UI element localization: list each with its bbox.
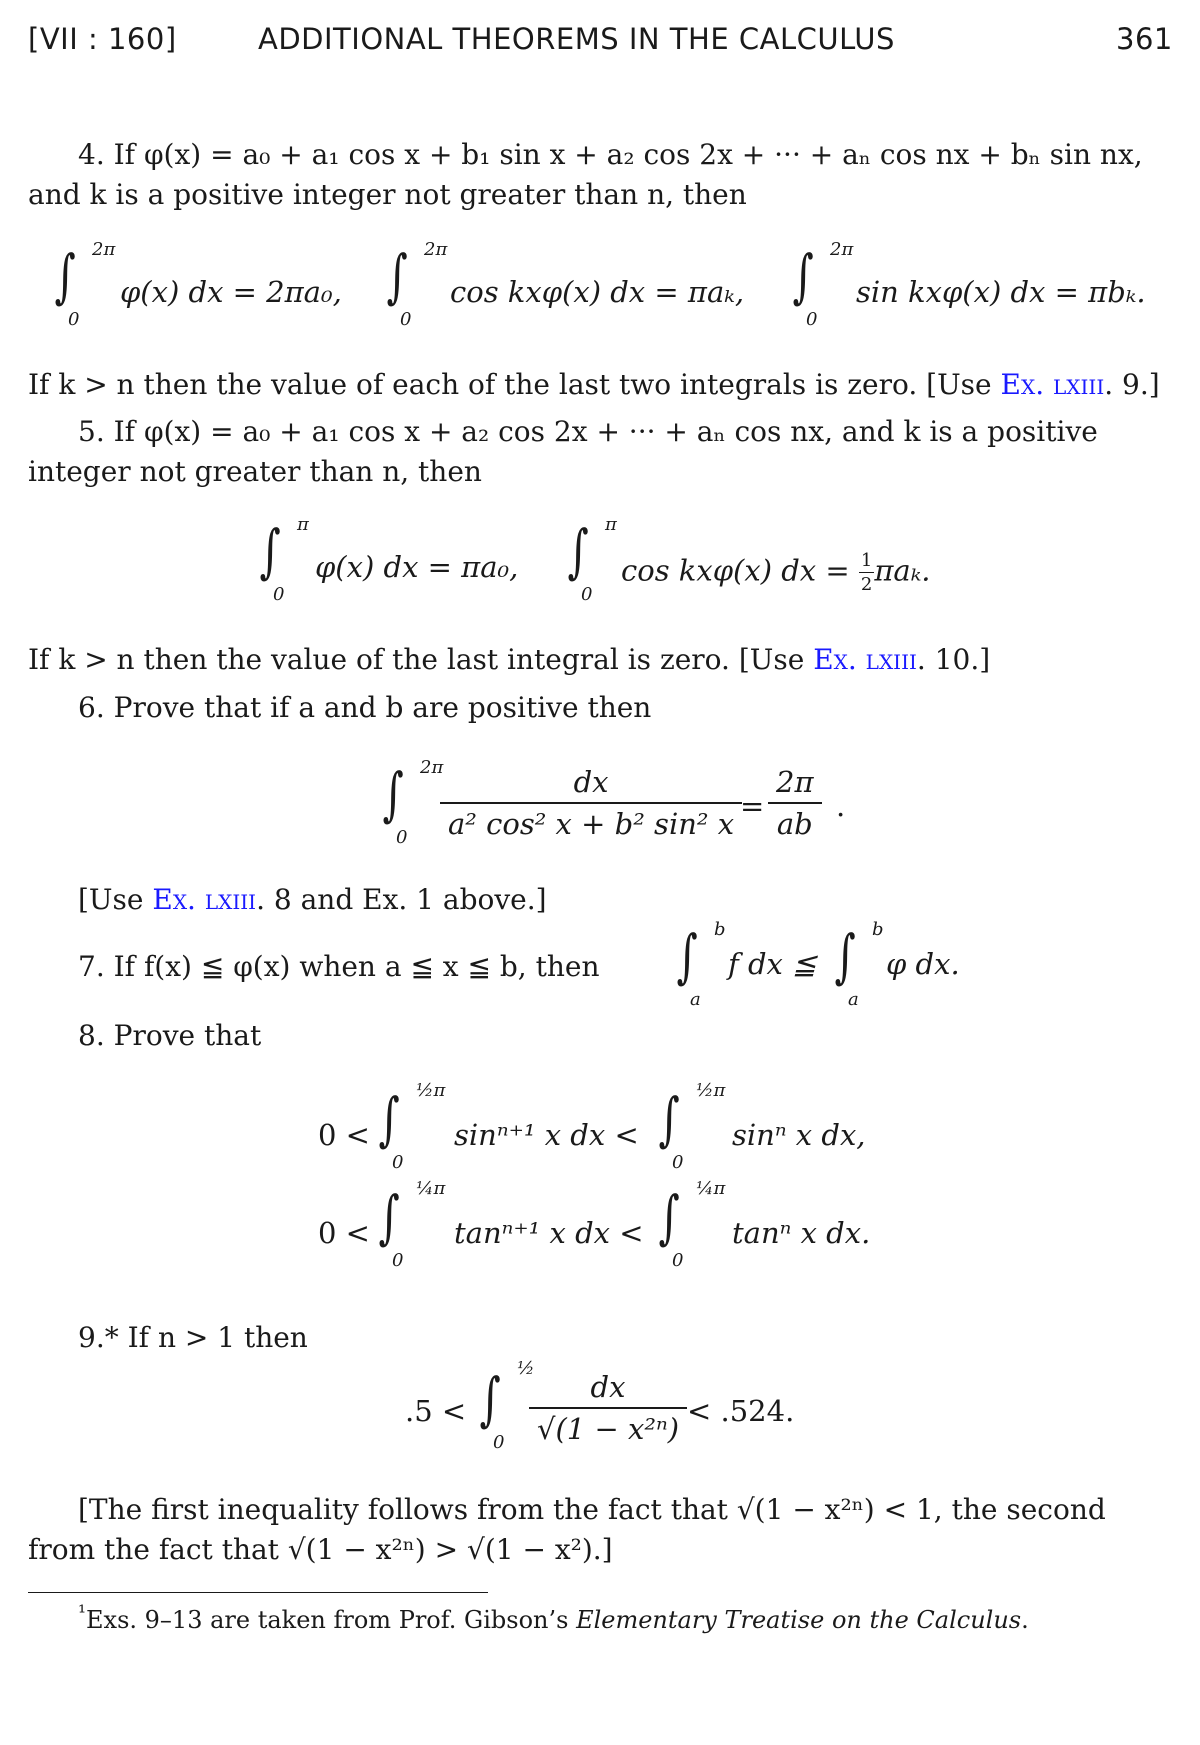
note-text: . 10.] [916, 643, 991, 676]
zero-less-than: 0 < [318, 1118, 370, 1152]
ex8-row1-left: sinⁿ⁺¹ x dx < [454, 1118, 639, 1152]
ex5-integral-2 [621, 550, 931, 595]
link-text[interactable]: Ex. lxiii [1000, 368, 1105, 401]
upper-limit: 2π [424, 239, 448, 260]
fraction-denominator: √(1 − x²ⁿ) [537, 1412, 680, 1446]
ex4-line1: 4. If φ(x) = a₀ + a₁ cos x + b₁ sin x + a₂ cos 2x + ··· + aₙ cos nx + bₙ sin nx, [78, 138, 1143, 171]
ex5-line2: integer not greater than n, then [28, 455, 482, 488]
lower-limit: 0 [68, 309, 80, 330]
note-text: [Use [78, 883, 153, 916]
integral-sign-icon: ∫ [259, 517, 281, 585]
lower-limit: 0 [806, 309, 818, 330]
ex9-right-bound: < .524. [687, 1394, 795, 1428]
footnote-rule [28, 1592, 488, 1593]
footnote-book-title: Elementary Treatise on the Calculus [576, 1606, 1022, 1634]
fraction-numerator: 2π [768, 765, 822, 804]
ex-lxiii-link[interactable] [1001, 368, 1105, 401]
section-reference: [VII : 160] [28, 22, 177, 56]
lower-limit: 0 [392, 1250, 404, 1271]
ex7-integral-2: φ dx. [886, 947, 960, 981]
ex8-inequalities [318, 1080, 918, 1290]
ex7-text: 7. If f(x) ≦ φ(x) when a ≦ x ≦ b, then [78, 950, 600, 983]
ex6-rhs-fraction [768, 765, 822, 841]
note-text: . 9.] [1104, 368, 1160, 401]
note-text: . 8 and Ex. 1 above.] [256, 883, 547, 916]
integral-sign-icon: ∫ [386, 242, 408, 310]
ex9-line: 9.* If n > 1 then [78, 1321, 308, 1354]
integral-sign-icon: ∫ [479, 1365, 501, 1433]
ex7-integrals [672, 919, 992, 1015]
integral-sign-icon: ∫ [378, 1183, 400, 1251]
ex4-integral-1: φ(x) dx = 2πa₀, [120, 275, 342, 309]
ex6-integral [378, 755, 878, 855]
footnote [78, 1600, 1029, 1634]
ex8-row2-right: tanⁿ x dx. [732, 1216, 871, 1250]
footnote-text: Exs. 9–13 are taken from Prof. Gibson’s [86, 1606, 577, 1634]
ex9-note-line1: [The first inequality follows from the fact that √(1 − x²ⁿ) < 1, the second [78, 1493, 1106, 1526]
upper-limit: b [872, 919, 884, 940]
ex4-integrals [50, 239, 1150, 335]
ex4-note [28, 365, 1160, 405]
ex4-line2: and k is a positive integer not greater than n, then [28, 178, 747, 211]
integral-text: cos kxφ(x) dx = [621, 553, 859, 588]
ex5-line1: 5. If φ(x) = a₀ + a₁ cos x + a₂ cos 2x + ··· + aₙ cos nx, and k is a positive [78, 415, 1098, 448]
upper-limit: 2π [92, 239, 116, 260]
zero-less-than: 0 < [318, 1216, 370, 1250]
running-title: ADDITIONAL THEOREMS IN THE CALCULUS [258, 22, 895, 56]
integral-sign-icon: ∫ [378, 1085, 400, 1153]
fraction-numerator: 1 [860, 550, 873, 571]
lower-limit: a [848, 989, 859, 1010]
ex6-line: 6. Prove that if a and b are positive then [78, 691, 652, 724]
lower-limit: 0 [396, 827, 408, 848]
link-text[interactable]: Ex. lxiii [152, 883, 257, 916]
link-text[interactable]: Ex. lxiii [813, 643, 917, 676]
integral-sign-icon: ∫ [658, 1183, 680, 1251]
half-fraction [859, 550, 874, 595]
upper-limit: b [714, 919, 726, 940]
equals-sign: = [740, 789, 765, 823]
ex5-integrals [255, 514, 1055, 610]
footnote-text: . [1021, 1606, 1029, 1634]
ex9-note-line2: from the fact that √(1 − x²ⁿ) > √(1 − x²).] [28, 1533, 613, 1566]
ex9-fraction [529, 1370, 687, 1446]
upper-limit: π [605, 514, 617, 535]
upper-limit: ½π [416, 1080, 446, 1101]
integral-sign-icon: ∫ [658, 1085, 680, 1153]
fraction-denominator: 2 [860, 574, 873, 595]
fraction-numerator: dx [440, 765, 742, 804]
lower-limit: 0 [400, 309, 412, 330]
upper-limit: 2π [830, 239, 854, 260]
integral-sign-icon: ∫ [676, 922, 698, 990]
ex8-row1-right: sinⁿ x dx, [732, 1118, 866, 1152]
fraction-denominator: a² cos² x + b² sin² x [448, 807, 735, 841]
note-text: If k > n then the value of the last integral is zero. [Use [28, 643, 814, 676]
integral-text: πaₖ. [874, 553, 931, 588]
lower-limit: a [690, 989, 701, 1010]
ex5-note [28, 640, 990, 680]
ex8-line: 8. Prove that [78, 1019, 262, 1052]
lower-limit: 0 [493, 1432, 505, 1453]
ex5-integral-1: φ(x) dx = πa₀, [315, 550, 519, 584]
lower-limit: 0 [672, 1152, 684, 1173]
lower-limit: 0 [581, 584, 593, 605]
ex-lxiii-link[interactable] [813, 643, 917, 676]
upper-limit: ½ [517, 1358, 535, 1379]
ex4-integral-3: sin kxφ(x) dx = πbₖ. [856, 275, 1146, 309]
period: . [836, 789, 846, 823]
lower-limit: 0 [392, 1152, 404, 1173]
ex8-row2-left: tanⁿ⁺¹ x dx < [454, 1216, 644, 1250]
ex4-integral-2: cos kxφ(x) dx = πaₖ, [450, 275, 745, 309]
ex7-integral-1: f dx ≦ [728, 947, 817, 981]
integral-sign-icon: ∫ [54, 242, 76, 310]
lower-limit: 0 [273, 584, 285, 605]
integral-sign-icon: ∫ [382, 760, 404, 828]
ex-lxiii-link[interactable] [152, 883, 256, 916]
upper-limit: 2π [420, 757, 444, 778]
ex6-note [78, 880, 547, 920]
integral-sign-icon: ∫ [567, 517, 589, 585]
note-text: If k > n then the value of each of the last two integrals is zero. [Use [28, 368, 1001, 401]
integral-sign-icon: ∫ [834, 922, 856, 990]
ex6-fraction [440, 765, 742, 841]
integral-sign-icon: ∫ [792, 242, 814, 310]
fraction-denominator: ab [776, 807, 813, 841]
upper-limit: π [297, 514, 309, 535]
upper-limit: ¼π [696, 1178, 726, 1199]
page-number: 361 [1116, 22, 1173, 56]
ex9-integral [405, 1358, 825, 1466]
upper-limit: ¼π [416, 1178, 446, 1199]
fraction-numerator: dx [529, 1370, 687, 1409]
ex9-left-bound: .5 < [405, 1394, 467, 1428]
footnote-marker: ¹ [78, 1600, 87, 1624]
lower-limit: 0 [672, 1250, 684, 1271]
upper-limit: ½π [696, 1080, 726, 1101]
